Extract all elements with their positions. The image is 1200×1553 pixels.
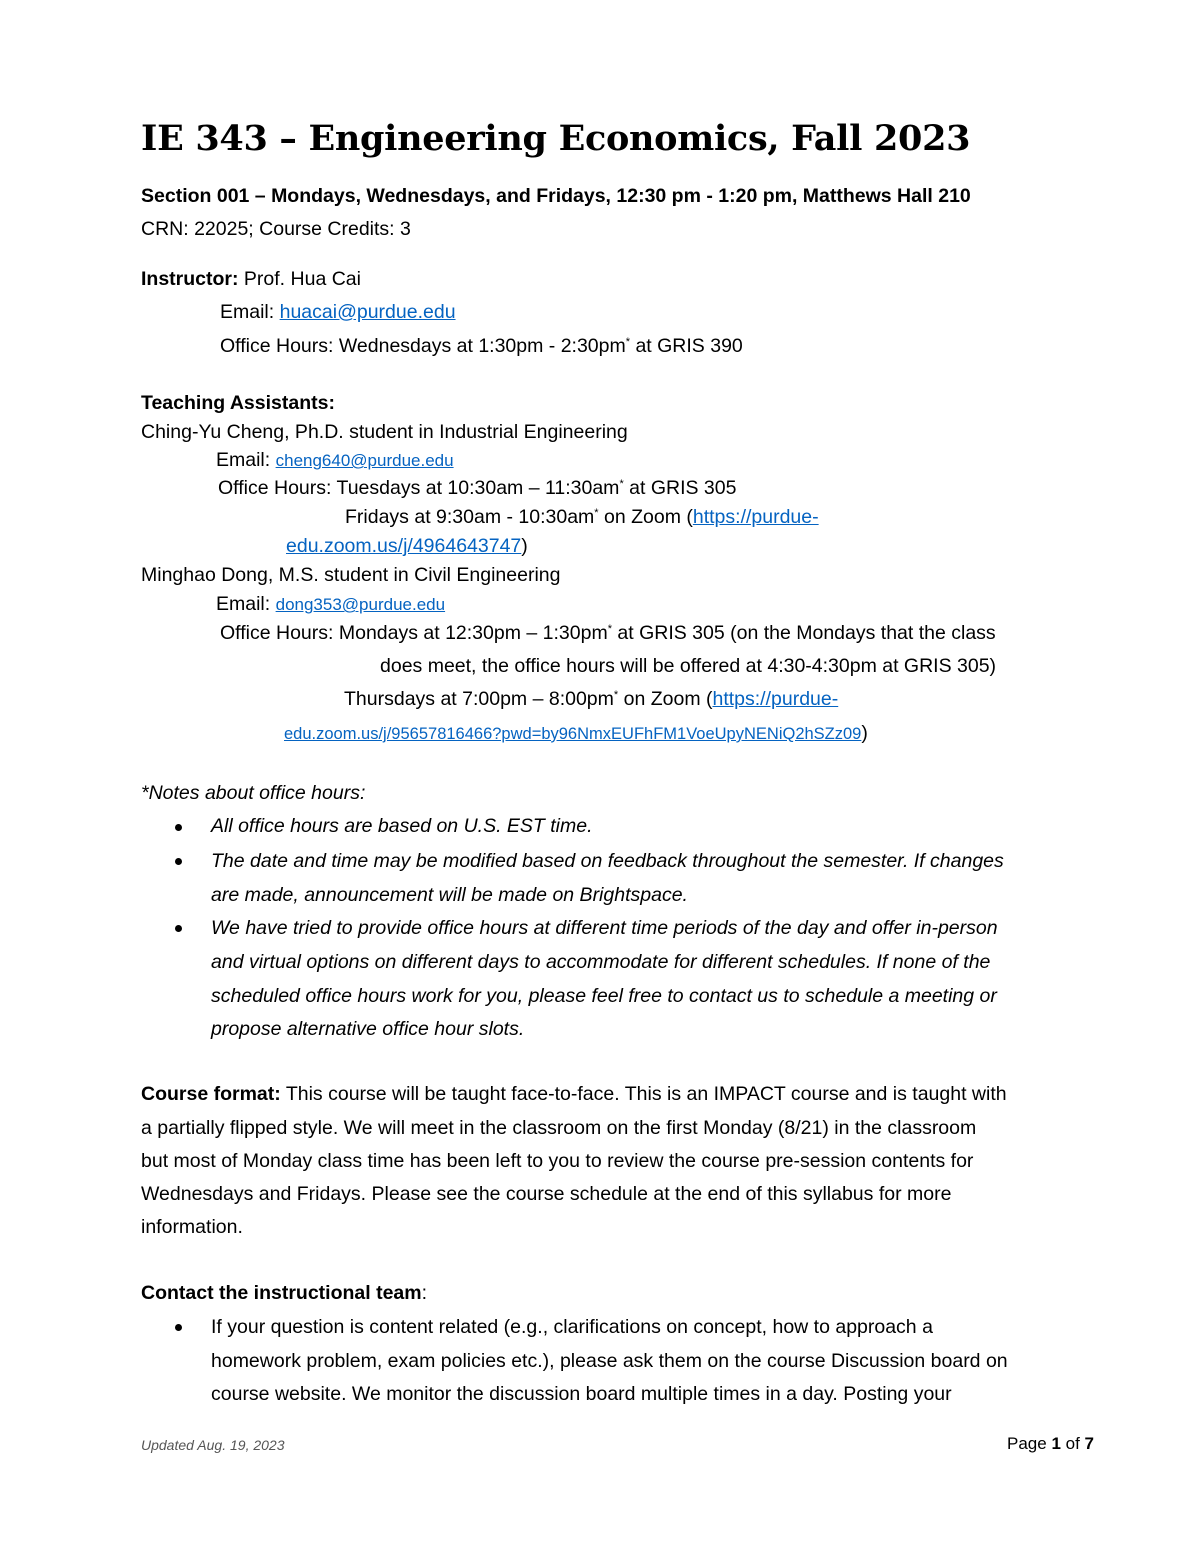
footer-page-number bbox=[1007, 1434, 1094, 1454]
ta2-oh2-time: Thursdays at 7:00pm – 8:00pm bbox=[344, 688, 614, 710]
ta2-zoom-line-2 bbox=[284, 722, 868, 745]
notes-bullet-3-line-4: propose alternative office hour slots. bbox=[211, 1018, 525, 1040]
ta1-email-line bbox=[216, 449, 454, 472]
of-word: of bbox=[1060, 1434, 1085, 1453]
ta2-office-hours-1 bbox=[220, 622, 996, 645]
instructor-email-line bbox=[220, 301, 456, 324]
ta1-zoom-close: ) bbox=[521, 535, 528, 557]
notes-bullet-3-line-2: and virtual options on different days to accommodate for different schedules. If none of the bbox=[211, 951, 991, 973]
footnote-star: * bbox=[594, 507, 599, 519]
ta1-oh2-time: Fridays at 9:30am - 10:30am bbox=[345, 506, 595, 528]
crn-line: CRN: 22025; Course Credits: 3 bbox=[141, 218, 411, 240]
ta1-zoom-link-part2[interactable]: edu.zoom.us/j/4964643747 bbox=[286, 535, 522, 557]
footnote-star: * bbox=[613, 689, 619, 701]
bullet-icon bbox=[175, 824, 182, 831]
ta2-zoom-link-part2[interactable]: edu.zoom.us/j/95657816466?pwd=by96NmxEUFhFM1VoeUpyNENiQ2hSZz09 bbox=[284, 725, 862, 743]
instructor-line bbox=[141, 268, 361, 291]
bullet-icon bbox=[175, 925, 182, 932]
ta2-email-link[interactable]: dong353@purdue.edu bbox=[275, 595, 446, 614]
page-word: Page bbox=[1007, 1434, 1052, 1453]
contact-heading bbox=[141, 1282, 427, 1305]
course-format-line-1 bbox=[141, 1083, 1007, 1106]
footnote-star: * bbox=[607, 623, 612, 635]
ta2-oh-label: Office Hours: bbox=[220, 622, 334, 644]
ta2-office-hours-1-cont: does meet, the office hours will be offered at 4:30-4:30pm at GRIS 305) bbox=[380, 655, 997, 677]
contact-heading-text: Contact the instructional team bbox=[141, 1282, 422, 1304]
ta1-zoom-link-part1[interactable]: https://purdue- bbox=[692, 506, 819, 528]
contact-bullet-1-line-1: If your question is content related (e.g., clarifications on concept, how to approach a bbox=[211, 1316, 933, 1338]
section-line: Section 001 – Mondays, Wednesdays, and Fridays, 12:30 pm - 1:20 pm, Matthews Hall 210 bbox=[141, 185, 971, 207]
instructor-oh-label: Office Hours: bbox=[220, 335, 334, 357]
page-title: IE 343 – Engineering Economics, Fall 2023 bbox=[141, 118, 971, 159]
instructor-office-hours bbox=[220, 335, 743, 358]
contact-heading-colon: : bbox=[421, 1282, 428, 1304]
instructor-label: Instructor: bbox=[141, 268, 239, 290]
ta2-oh2-location: on Zoom ( bbox=[618, 688, 713, 710]
ta2-oh1-location: at GRIS 305 (on the Mondays that the class bbox=[611, 622, 996, 644]
course-format-line-2: a partially flipped style. We will meet in the classroom on the first Monday (8/21) in the classroom bbox=[141, 1117, 977, 1139]
ta2-name: Minghao Dong, M.S. student in Civil Engineering bbox=[141, 564, 561, 586]
notes-bullet-3-line-1: We have tried to provide office hours at different time periods of the day and offer in-person bbox=[211, 917, 998, 939]
ta1-oh1-location: at GRIS 305 bbox=[623, 477, 737, 499]
notes-bullet-2-line-2: are made, announcement will be made on Brightspace. bbox=[211, 884, 688, 906]
bullet-icon bbox=[175, 1324, 182, 1331]
course-format-line-3: but most of Monday class time has been left to you to review the course pre-session contents for bbox=[141, 1150, 974, 1172]
course-format-label: Course format: bbox=[141, 1083, 281, 1105]
ta2-zoom-link-part1[interactable]: https://purdue- bbox=[712, 688, 839, 710]
notes-bullet-2-line-1: The date and time may be modified based on feedback throughout the semester. If changes bbox=[211, 850, 1004, 872]
ta1-name: Ching-Yu Cheng, Ph.D. student in Industrial Engineering bbox=[141, 421, 628, 443]
total-pages: 7 bbox=[1084, 1434, 1094, 1453]
contact-bullet-1-line-2: homework problem, exam policies etc.), please ask them on the course Discussion board on bbox=[211, 1350, 1008, 1372]
ta1-office-hours-2 bbox=[345, 506, 819, 529]
notes-bullet-1: All office hours are based on U.S. EST time. bbox=[211, 815, 593, 837]
instructor-oh-location: at GRIS 390 bbox=[630, 335, 743, 357]
footnote-star: * bbox=[619, 478, 624, 490]
ta1-oh-label: Office Hours: bbox=[218, 477, 332, 499]
course-format-text: This course will be taught face-to-face. This is an IMPACT course and is taught with bbox=[280, 1083, 1007, 1105]
footnote-star: * bbox=[625, 336, 631, 348]
ta1-email-link[interactable]: cheng640@purdue.edu bbox=[275, 451, 454, 470]
ta2-email-label: Email: bbox=[216, 593, 276, 615]
ta1-zoom-line-2 bbox=[286, 535, 528, 558]
ta1-oh2-location: on Zoom ( bbox=[598, 506, 693, 528]
ta1-oh1-time: Tuesdays at 10:30am – 11:30am bbox=[331, 477, 620, 499]
course-format-line-4: Wednesdays and Fridays. Please see the course schedule at the end of this syllabus for more bbox=[141, 1183, 952, 1205]
ta1-email-label: Email: bbox=[216, 449, 276, 471]
instructor-email-link[interactable]: huacai@purdue.edu bbox=[279, 301, 456, 323]
ta2-oh1-time: Mondays at 12:30pm – 1:30pm bbox=[333, 622, 608, 644]
ta-heading: Teaching Assistants: bbox=[141, 392, 335, 414]
course-format-line-5: information. bbox=[141, 1216, 243, 1238]
instructor-oh-time: Wednesdays at 1:30pm - 2:30pm bbox=[333, 335, 626, 357]
ta1-office-hours-1 bbox=[218, 477, 736, 500]
ta2-office-hours-2 bbox=[344, 688, 838, 711]
instructor-name: Prof. Hua Cai bbox=[238, 268, 361, 290]
notes-heading: *Notes about office hours: bbox=[141, 782, 366, 804]
ta2-email-line bbox=[216, 593, 445, 616]
ta2-zoom-close: ) bbox=[861, 722, 868, 744]
current-page: 1 bbox=[1051, 1434, 1061, 1453]
contact-bullet-1-line-3: course website. We monitor the discussion board multiple times in a day. Posting your bbox=[211, 1383, 952, 1405]
footer-updated: Updated Aug. 19, 2023 bbox=[141, 1437, 285, 1453]
instructor-email-label: Email: bbox=[220, 301, 280, 323]
bullet-icon bbox=[175, 858, 182, 865]
notes-bullet-3-line-3: scheduled office hours work for you, please feel free to contact us to schedule a meeting or bbox=[211, 985, 997, 1007]
